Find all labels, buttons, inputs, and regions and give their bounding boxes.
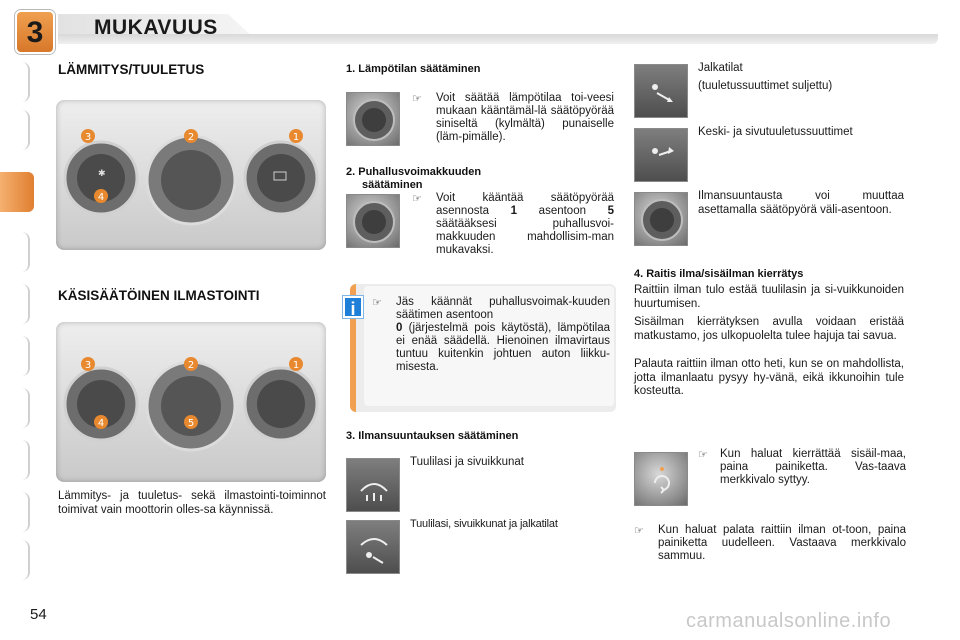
panel-top-badge-2: 2 (187, 132, 195, 143)
recirculation-on-text: Kun haluat kierrättää sisäil-maa, paina painiketta. Vas-taava merkkivalo syttyy. (720, 448, 906, 486)
section-2-title-line1: 2. Puhallusvoimakkuuden (346, 166, 482, 178)
chapter-badge (15, 10, 55, 54)
windscreen-feet-button (346, 520, 400, 574)
page-number: 54 (30, 606, 47, 623)
bullet-icon: ☞ (634, 525, 644, 537)
chapter-tab-8[interactable] (12, 440, 30, 480)
section-4-paragraph-1: Raittiin ilman tulo estää tuulilasin ja si-vuikkunoiden huurtumisen. (634, 284, 904, 310)
section-2-text-a: Voit kääntää säätöpyörää asennosta (436, 192, 614, 217)
windscreen-demist-button (346, 458, 400, 512)
option-intermediate-dial: Ilmansuuntausta voi muuttaa asettamalla säätöpyörä väli-asentoon. (698, 190, 904, 216)
section-3-title: 3. Ilmansuuntauksen säätäminen (346, 430, 519, 442)
chapter-tab-9[interactable] (12, 492, 30, 532)
option-windscreen-sides-feet: Tuulilasi, sivuikkunat ja jalkatilat (410, 518, 558, 530)
chapter-tab-2[interactable] (12, 110, 30, 150)
panel-bottom-badge-2: 2 (187, 360, 195, 371)
bullet-icon: ☞ (698, 449, 708, 461)
bullet-icon: ☞ (412, 93, 422, 105)
panel-bottom-badge-5: 5 (187, 418, 195, 429)
chapter-number: 3 (26, 16, 44, 49)
heading-manual-ac: KÄSISÄÄTÖINEN ILMASTOINTI (58, 288, 260, 303)
temperature-dial-image (346, 92, 400, 146)
info-text-a: Jäs käännät puhallusvoimak-kuuden säätimen asentoon (396, 296, 610, 321)
svg-text:✱: ✱ (98, 169, 106, 179)
heating-control-panel (56, 100, 326, 250)
chapter-tab-10[interactable] (12, 540, 30, 580)
panel-bottom-badge-1: 1 (292, 360, 300, 371)
section-2-num-to: 5 (607, 205, 614, 217)
panel-top-badge-4: 4 (97, 192, 105, 203)
fan-speed-dial-image (346, 194, 400, 248)
option-feet: Jalkatilat (698, 62, 743, 74)
chapter-tab-1[interactable] (12, 62, 30, 102)
recirculation-off-text: Kun haluat palata raittiin ilman ot-toon, paina painiketta uudelleen. Vastaava merkkivalo sammuu. (658, 524, 906, 562)
panel-top-badge-3: 3 (84, 132, 92, 143)
chapter-tab-4[interactable] (12, 232, 30, 272)
info-icon: i (343, 296, 363, 318)
feet-vent-button (634, 64, 688, 118)
ac-dial-1 (245, 368, 317, 440)
chapter-header (0, 0, 960, 58)
section-1-title: 1. Lämpötilan säätäminen (346, 63, 481, 75)
option-center-side-vents: Keski- ja sivutuuletussuuttimet (698, 126, 853, 138)
section-4-title: 4. Raitis ilma/sisäilman kierrätys (634, 268, 804, 280)
dial-1 (245, 142, 317, 214)
dial-2 (147, 136, 235, 224)
section-2-text-b: asentoon (538, 205, 586, 217)
ac-dial-3 (65, 368, 137, 440)
info-num: 0 (396, 322, 403, 334)
distribution-dial-image (634, 192, 688, 246)
info-text-b: (järjestelmä pois käytöstä), lämpötilaa ei enää säädellä. Hienoinen ilmavirtaus tuntuu kuitenkin johtuen auton liikku-misesta. (396, 322, 610, 373)
panel-bottom-badge-4: 4 (97, 418, 105, 429)
engine-running-note: Lämmitys- ja tuuletus- sekä ilmastointi-toiminnot toimivat vain moottorin olles-sa käynnissä. (58, 490, 326, 516)
chapter-tab-7[interactable] (12, 388, 30, 428)
ac-control-panel (56, 322, 326, 482)
section-4-paragraph-2: Sisäilman kierrätyksen avulla voidaan eristää matkustamo, jos ulkopuolelta tulee hajuja tai savua. (634, 316, 904, 342)
ac-dial-2 (147, 362, 235, 450)
section-4-paragraph-3: Palauta raittiin ilman otto heti, kun se on mahdollista, jotta ilmanlaatu pysyy hy-vänä, eikä ikkunoihin tule kosteutta. (634, 358, 904, 397)
panel-top-badge-1: 1 (292, 132, 300, 143)
bullet-icon: ☞ (412, 193, 422, 205)
option-windscreen-sides: Tuulilasi ja sivuikkunat (410, 456, 524, 468)
panel-bottom-badge-3: 3 (84, 360, 92, 371)
chapter-tab-active[interactable] (0, 172, 34, 212)
section-1-text: Voit säätää lämpötilaa toi-veesi mukaan kääntämäl-lä säätöpyörää siniseltä (kylmältä) punaiselle (läm-pimälle). (436, 92, 614, 143)
watermark: carmanualsonline.info (686, 610, 892, 632)
section-2-title-line2: säätäminen (362, 179, 423, 191)
option-feet-note: (tuuletussuuttimet suljettu) (698, 80, 833, 92)
center-vent-button (634, 128, 688, 182)
chapter-title: MUKAVUUS (94, 16, 218, 39)
section-2-num-from: 1 (510, 205, 518, 217)
chapter-tab-5[interactable] (12, 284, 30, 324)
section-2-text-c: säätääksesi puhallusvoi-makkuuden mahdollisim-man mukavaksi. (436, 218, 614, 256)
section-2-text (436, 192, 614, 257)
chapter-tab-strip (0, 62, 34, 582)
dial-3 (65, 142, 137, 214)
bullet-icon: ☞ (372, 297, 382, 309)
chapter-tab-6[interactable] (12, 336, 30, 376)
info-text (396, 296, 610, 374)
recirculation-button (634, 452, 688, 506)
heading-heating: LÄMMITYS/TUULETUS (58, 62, 205, 77)
